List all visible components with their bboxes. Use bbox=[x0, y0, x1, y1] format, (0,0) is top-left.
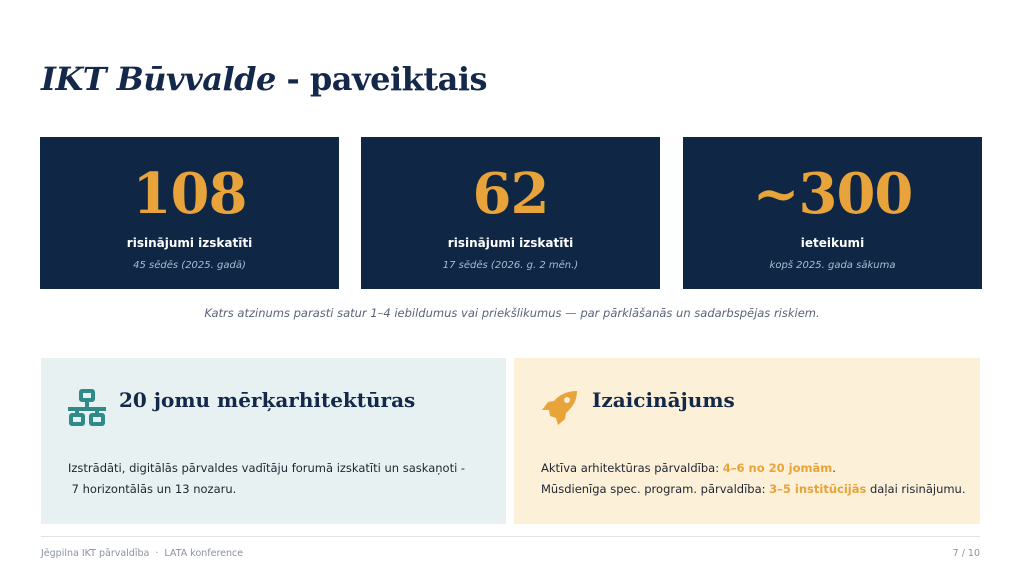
text: Mūsdienīga spec. program. pārvaldība: bbox=[541, 482, 770, 496]
footer-caption: Jēgpilna IKT pārvaldība · LATA konference bbox=[41, 548, 244, 559]
card-body-line bbox=[541, 458, 970, 479]
stat-sub: kopš 2025. gada sākuma bbox=[769, 260, 896, 271]
stat-label: risinājumi izskatīti bbox=[126, 236, 253, 250]
stat-sub: 45 sēdēs (2025. gadā) bbox=[133, 260, 246, 271]
highlight: 4–6 no 20 jomām bbox=[722, 461, 833, 475]
stat-card-3 bbox=[683, 137, 982, 289]
stat-card-1 bbox=[40, 137, 339, 289]
card-body bbox=[541, 458, 970, 500]
page-number: 7 / 10 bbox=[952, 548, 980, 559]
page-title bbox=[41, 60, 487, 98]
footnote-text: Katrs atzinums parasti satur 1–4 iebildumus vai priekšlikumus — par pārklāšanās un sadarbspējas riskiem. bbox=[204, 306, 820, 320]
rocket-icon bbox=[540, 388, 580, 428]
title-rest: - paveiktais bbox=[275, 60, 487, 98]
highlight: 3–5 institūcijās bbox=[769, 482, 867, 496]
architecture-card bbox=[41, 358, 506, 524]
stat-card-2 bbox=[361, 137, 660, 289]
text: . bbox=[832, 461, 836, 475]
card-heading: Izaicinājums bbox=[592, 388, 735, 412]
text: Aktīva arhitektūras pārvaldība: bbox=[541, 461, 723, 475]
stat-label: ieteikumi bbox=[800, 236, 865, 250]
footer-divider bbox=[41, 536, 980, 537]
title-italic: IKT Būvvalde bbox=[41, 60, 276, 98]
network-icon bbox=[67, 388, 107, 428]
card-body-line: Izstrādāti, digitālās pārvaldes vadītāju forumā izskatīti un saskaņoti - bbox=[68, 461, 466, 475]
card-heading: 20 jomu mērķarhitektūras bbox=[119, 388, 416, 412]
card-body-line: 7 horizontālās un 13 nozaru. bbox=[68, 482, 237, 496]
card-body bbox=[68, 458, 496, 500]
stat-number: 62 bbox=[472, 161, 549, 227]
challenge-card bbox=[514, 358, 980, 524]
stat-sub: 17 sēdēs (2026. g. 2 mēn.) bbox=[442, 260, 579, 271]
stat-label: risinājumi izskatīti bbox=[447, 236, 574, 250]
stat-number: 108 bbox=[132, 161, 247, 227]
stat-number: ~300 bbox=[752, 161, 913, 227]
card-body-line bbox=[541, 479, 970, 500]
text: daļai risinājumu. bbox=[866, 482, 966, 496]
